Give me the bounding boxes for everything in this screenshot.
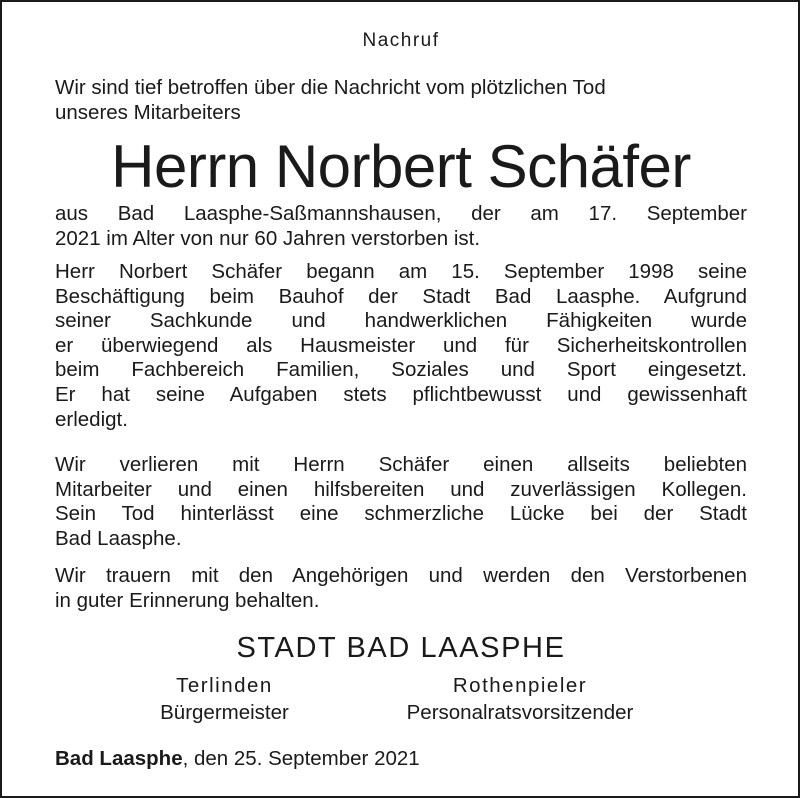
intro-text xyxy=(55,75,747,125)
paragraph-line: in guter Erinnerung behalten. xyxy=(55,588,320,612)
paragraph-tribute xyxy=(55,453,747,551)
signatory-title: Personalratsvorsitzender xyxy=(406,701,634,724)
paragraph-line: Wir verlieren mit Herrn Schäfer einen allseits beliebten xyxy=(55,453,747,476)
paragraph-line: beim Fachbereich Familien, Soziales und Sport eingesetzt. xyxy=(55,358,747,382)
signatory-name: Rothenpieler xyxy=(452,674,588,697)
signatory-mayor xyxy=(142,672,307,726)
paragraph-line: Mitarbeiter und einen hilfsbereiten und zuverlässigen Kollegen. xyxy=(55,477,747,501)
signatory-name: Terlinden xyxy=(176,674,273,697)
paragraph-line: Wir trauern mit den Angehörigen und werden den Verstorbenen xyxy=(55,564,747,587)
paragraph-line: erledigt. xyxy=(55,407,128,431)
intro-line-1: Wir sind tief betroffen über die Nachricht vom plötzlichen Tod xyxy=(55,76,606,99)
signatory-title: Bürgermeister xyxy=(160,701,289,724)
paragraph-line: aus Bad Laasphe-Saßmannshausen, der am 17. September xyxy=(55,202,747,225)
paragraph-line: Beschäftigung beim Bauhof der Stadt Bad Laasphe. Aufgrund xyxy=(55,284,747,308)
place-date: , den 25. September 2021 xyxy=(182,747,420,770)
paragraph-line: seiner Sachkunde und handwerklichen Fähigkeiten wurde xyxy=(55,309,747,333)
paragraph-line: 2021 im Alter von nur 60 Jahren verstorben ist. xyxy=(55,226,481,250)
organization-name: STADT BAD LAASPHE xyxy=(236,632,566,664)
signatory-council-chair xyxy=(380,672,660,726)
notice-heading: Nachruf xyxy=(362,30,440,51)
paragraph-origin xyxy=(55,202,747,251)
paragraph-line: Herr Norbert Schäfer begann am 15. September 1998 seine xyxy=(55,260,747,283)
paragraph-line: er überwiegend als Hausmeister und für Sicherheitskontrollen xyxy=(55,333,747,357)
paragraph-line: Sein Tod hinterlässt eine schmerzliche Lücke bei der Stadt xyxy=(55,502,747,526)
paragraph-mourning xyxy=(55,564,747,613)
paragraph-career xyxy=(55,260,747,432)
paragraph-line: Bad Laasphe. xyxy=(55,526,182,550)
paragraph-line: Er hat seine Aufgaben stets pflichtbewusst und gewissenhaft xyxy=(55,382,747,406)
intro-line-2: unseres Mitarbeiters xyxy=(55,101,241,124)
place-and-date xyxy=(55,747,747,771)
deceased-name: Herrn Norbert Schäfer xyxy=(111,133,691,200)
place-city: Bad Laasphe xyxy=(55,747,183,770)
